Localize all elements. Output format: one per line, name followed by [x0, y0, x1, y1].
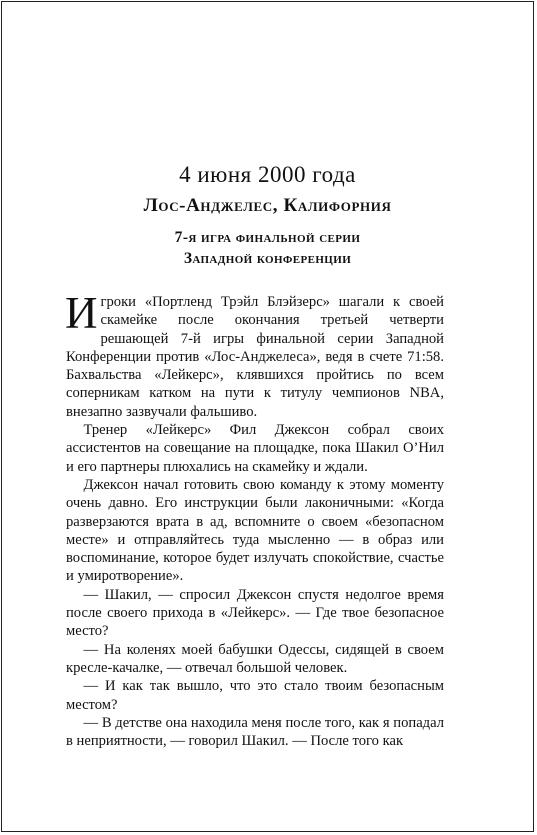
- paragraph-5: — На коленях моей бабушки Одессы, сидящей в своем кресле-качалке, — отвечал большой человек.: [66, 641, 444, 676]
- chapter-subtitle-line-2: Западной конференции: [183, 250, 352, 267]
- paragraph-7: — В детстве она находила меня после того, как я попадал в неприятности, — говорил Шакил. — После того как: [66, 714, 444, 750]
- body-text: [65, 288, 444, 750]
- chapter-subtitle: [2, 227, 533, 269]
- paragraph-2: Тренер «Лейкерс» Фил Джексон собрал своих ассистентов на совещание на площадке, пока Шакил О’Нил и его партнеры плюхались на скамейку и ждали.: [66, 422, 444, 475]
- book-page: [1, 1, 534, 832]
- paragraph-6: — И как так вышло, что это стало твоим безопасным местом?: [66, 678, 444, 713]
- paragraph-3: Джексон начал готовить свою команду к этому моменту очень давно. Его инструкции были лаконичными: «Когда разверзаются врата в ад, вспомните о своем «безопасном месте» и отправляйтесь туда мысленно — в образ или воспоминание, которое будет излучать спокойствие, счастье и умиротворение».: [66, 476, 444, 585]
- chapter-place: Лос-Анджелес, Калифорния: [143, 195, 392, 216]
- chapter-subtitle-line-1: 7-я игра финальной серии: [174, 229, 361, 246]
- chapter-date: 4 июня 2000 года: [179, 162, 356, 187]
- paragraph-4: — Шакил, — спросил Джексон спустя недолгое время после своего прихода в «Лейкерс». — Где твое безопасное место?: [66, 586, 444, 640]
- paragraph-1-text: гроки «Портленд Трэйл Блэйзерс» шагали к своей скамейке после окончания третьей четверти решающей 7-й игры финальной серии Западной Конференции против «Лос-Анджелеса», ведя в счете 71:58. Бахвальства «Лейкерс», клявшихся пройтись по всем соперникам катком на пути к титулу чемпионов NBA, внезапно зазвучали фальшиво.: [66, 294, 444, 420]
- paragraph-1: [65, 288, 444, 421]
- drop-cap: И: [65, 288, 98, 338]
